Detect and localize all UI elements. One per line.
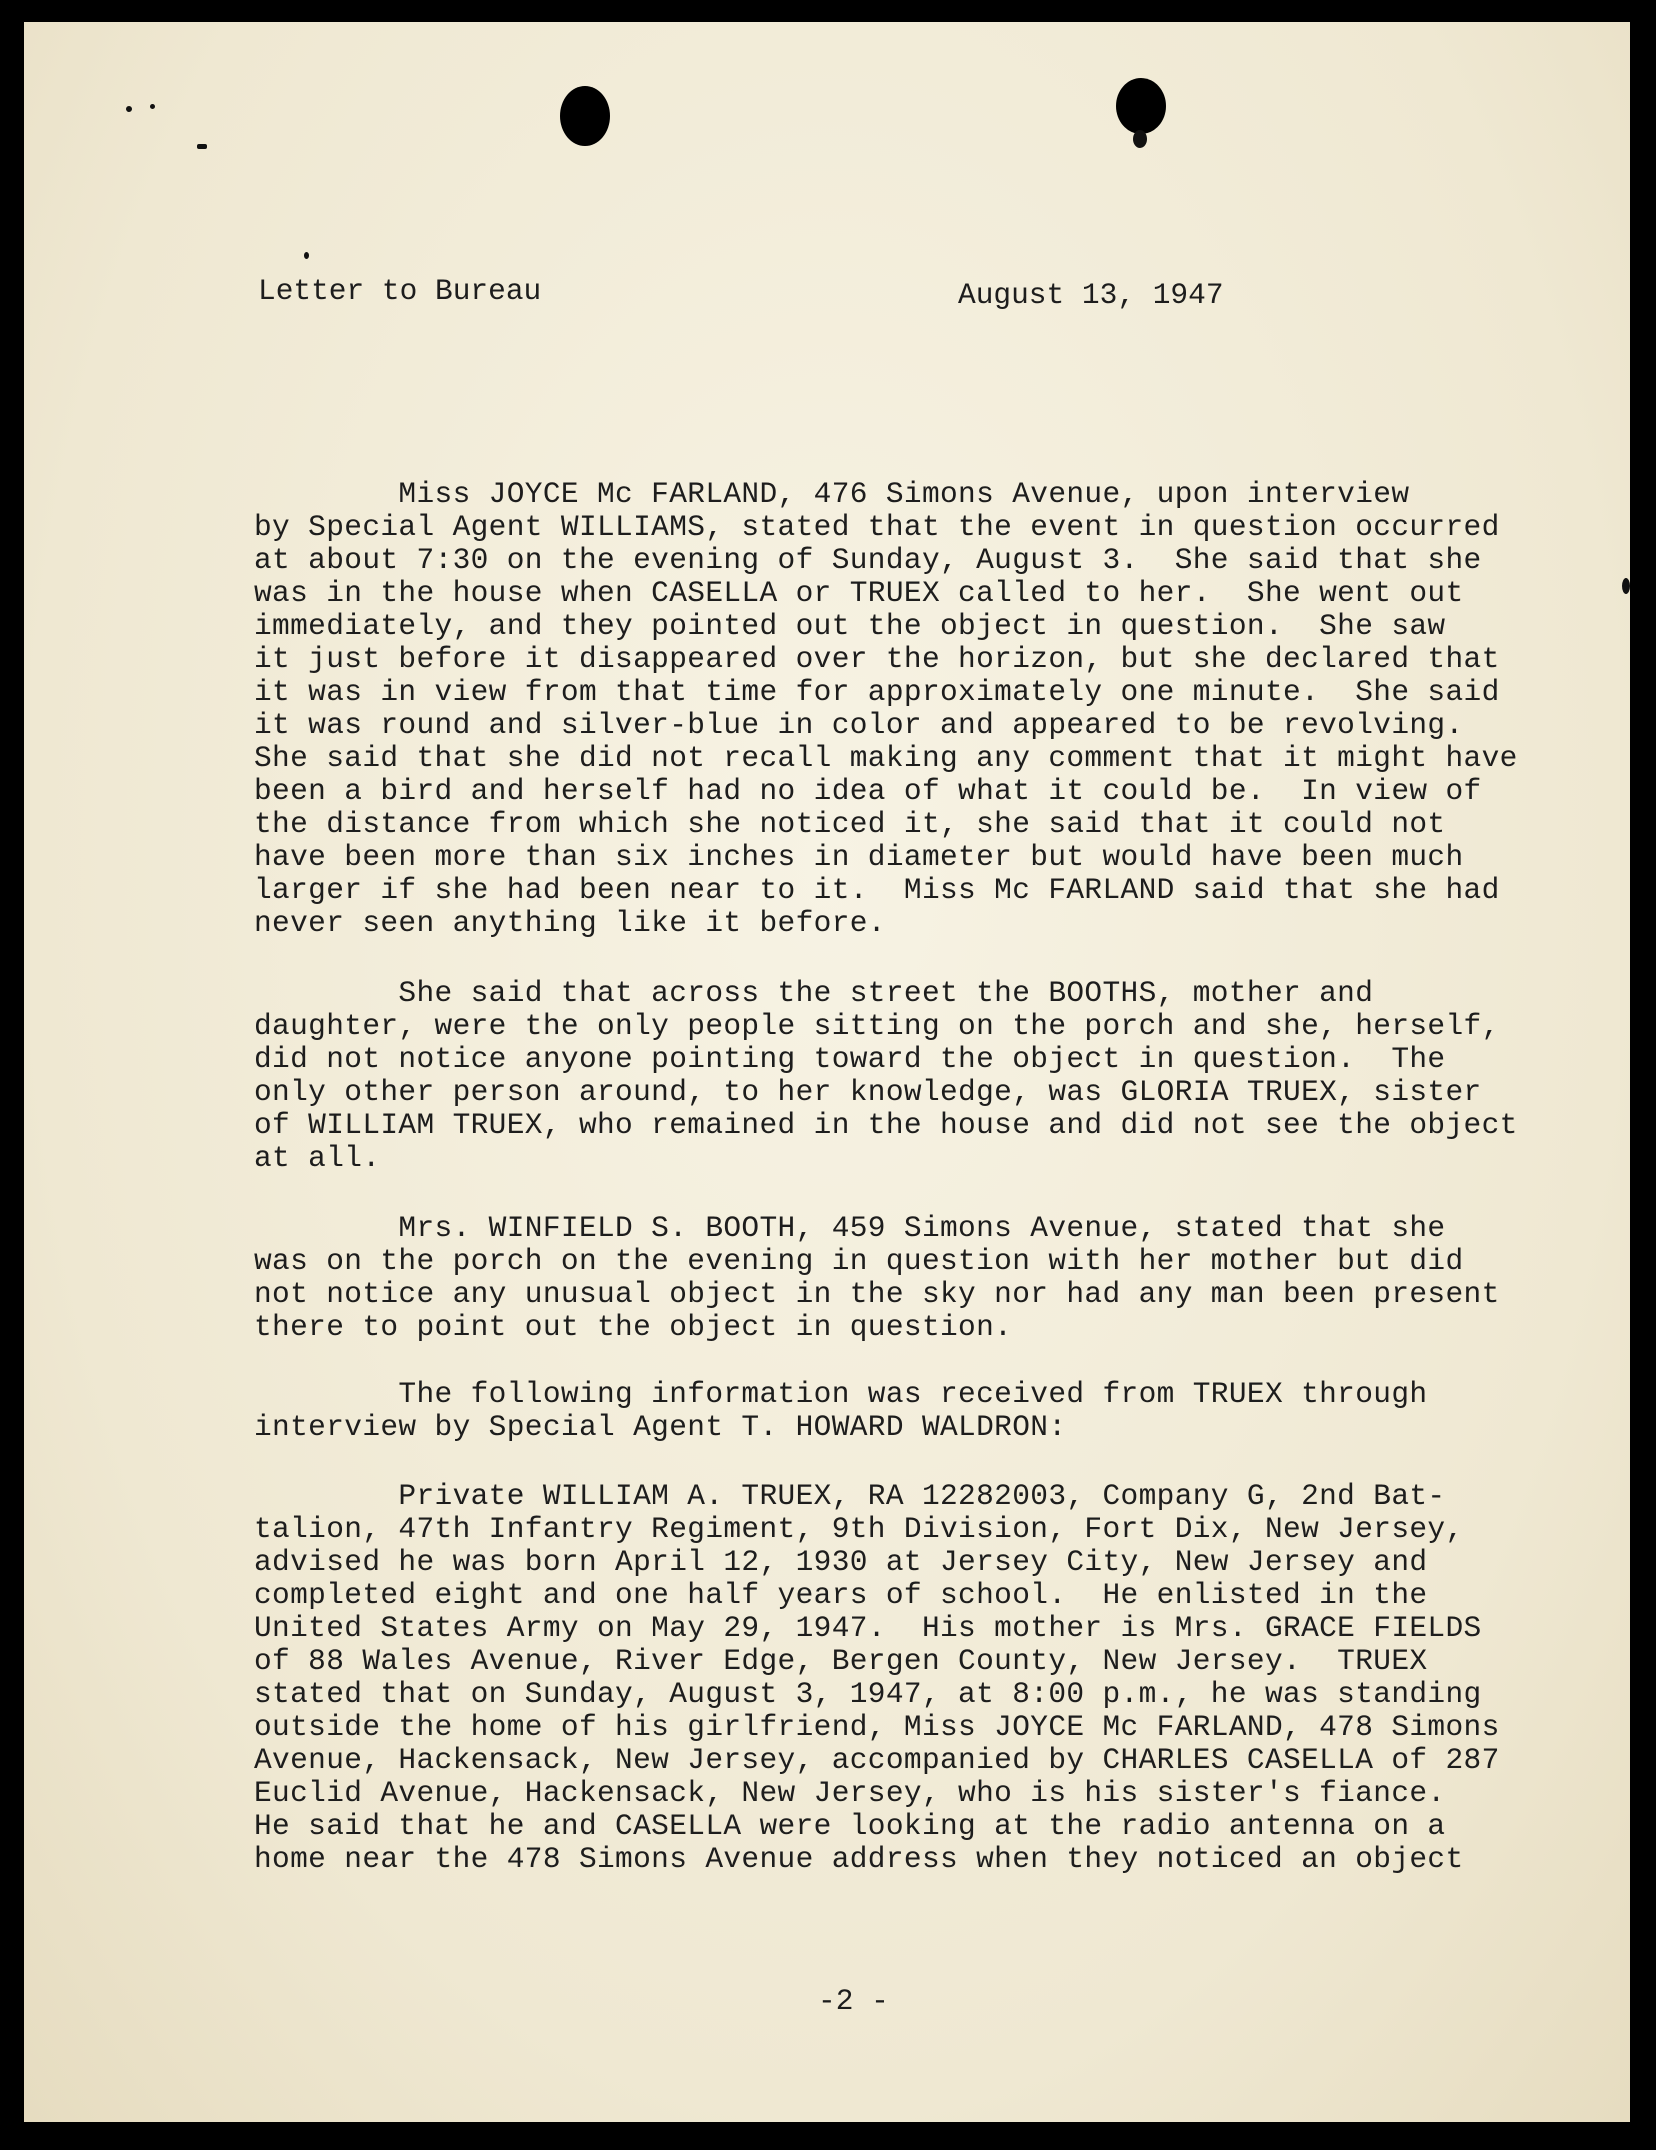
- text-line: talion, 47th Infantry Regiment, 9th Division, Fort Dix, New Jersey,: [254, 1512, 1464, 1546]
- text-line: Avenue, Hackensack, New Jersey, accompanied by CHARLES CASELLA of 287: [254, 1743, 1500, 1777]
- text-line: have been more than six inches in diameter but would have been much: [254, 840, 1464, 874]
- text-line: larger if she had been near to it. Miss Mc FARLAND said that she had: [254, 873, 1500, 907]
- punch-hole-left: [560, 86, 610, 146]
- text-line: She said that she did not recall making any comment that it might have: [254, 741, 1518, 775]
- text-line: She said that across the street the BOOTHS, mother and: [254, 976, 1374, 1010]
- text-line: outside the home of his girlfriend, Miss JOYCE Mc FARLAND, 478 Simons: [254, 1710, 1500, 1744]
- text-line: Miss JOYCE Mc FARLAND, 476 Simons Avenue, upon interview: [254, 477, 1410, 511]
- text-line: been a bird and herself had no idea of what it could be. In view of: [254, 774, 1482, 808]
- text-line: daughter, were the only people sitting on the porch and she, herself,: [254, 1009, 1500, 1043]
- text-line: of 88 Wales Avenue, River Edge, Bergen County, New Jersey. TRUEX: [254, 1644, 1428, 1678]
- text-line: United States Army on May 29, 1947. His mother is Mrs. GRACE FIELDS: [254, 1611, 1482, 1645]
- text-line: Euclid Avenue, Hackensack, New Jersey, who is his sister's fiance.: [254, 1776, 1446, 1810]
- ink-speck: [1622, 578, 1630, 594]
- text-line: He said that he and CASELLA were looking at the radio antenna on a: [254, 1809, 1446, 1843]
- ink-speck: [150, 104, 155, 109]
- header-date: August 13, 1947: [958, 278, 1224, 312]
- text-line: The following information was received from TRUEX through: [254, 1377, 1428, 1411]
- text-line: it just before it disappeared over the horizon, but she declared that: [254, 642, 1500, 676]
- text-line: it was round and silver-blue in color and appeared to be revolving.: [254, 708, 1464, 742]
- text-line: there to point out the object in question.: [254, 1310, 1013, 1344]
- text-line: interview by Special Agent T. HOWARD WALDRON:: [254, 1410, 1067, 1444]
- header-left: Letter to Bureau: [258, 274, 542, 308]
- text-line: completed eight and one half years of school. He enlisted in the: [254, 1578, 1428, 1612]
- text-line: only other person around, to her knowledge, was GLORIA TRUEX, sister: [254, 1075, 1482, 1109]
- text-line: not notice any unusual object in the sky nor had any man been present: [254, 1277, 1500, 1311]
- ink-speck: [304, 252, 309, 259]
- text-line: never seen anything like it before.: [254, 906, 886, 940]
- text-line: of WILLIAM TRUEX, who remained in the house and did not see the object: [254, 1108, 1518, 1142]
- text-line: stated that on Sunday, August 3, 1947, at 8:00 p.m., he was standing: [254, 1677, 1482, 1711]
- text-line: at all.: [254, 1141, 381, 1175]
- page-number: -2 -: [818, 1984, 889, 2018]
- punch-hole-right: [1116, 78, 1166, 134]
- ink-speck: [126, 106, 132, 112]
- text-line: it was in view from that time for approximately one minute. She said: [254, 675, 1500, 709]
- text-line: home near the 478 Simons Avenue address when they noticed an object: [254, 1842, 1464, 1876]
- text-line: advised he was born April 12, 1930 at Jersey City, New Jersey and: [254, 1545, 1428, 1579]
- text-line: Mrs. WINFIELD S. BOOTH, 459 Simons Avenue, stated that she: [254, 1211, 1446, 1245]
- ink-speck: [197, 144, 207, 149]
- text-line: by Special Agent WILLIAMS, stated that the event in question occurred: [254, 510, 1500, 544]
- text-line: immediately, and they pointed out the object in question. She saw: [254, 609, 1446, 643]
- text-line: did not notice anyone pointing toward the object in question. The: [254, 1042, 1446, 1076]
- text-line: Private WILLIAM A. TRUEX, RA 12282003, Company G, 2nd Bat-: [254, 1479, 1446, 1513]
- text-line: the distance from which she noticed it, she said that it could not: [254, 807, 1446, 841]
- text-line: at about 7:30 on the evening of Sunday, August 3. She said that she: [254, 543, 1482, 577]
- text-line: was on the porch on the evening in question with her mother but did: [254, 1244, 1464, 1278]
- text-line: was in the house when CASELLA or TRUEX called to her. She went out: [254, 576, 1464, 610]
- ink-speck: [1133, 130, 1147, 148]
